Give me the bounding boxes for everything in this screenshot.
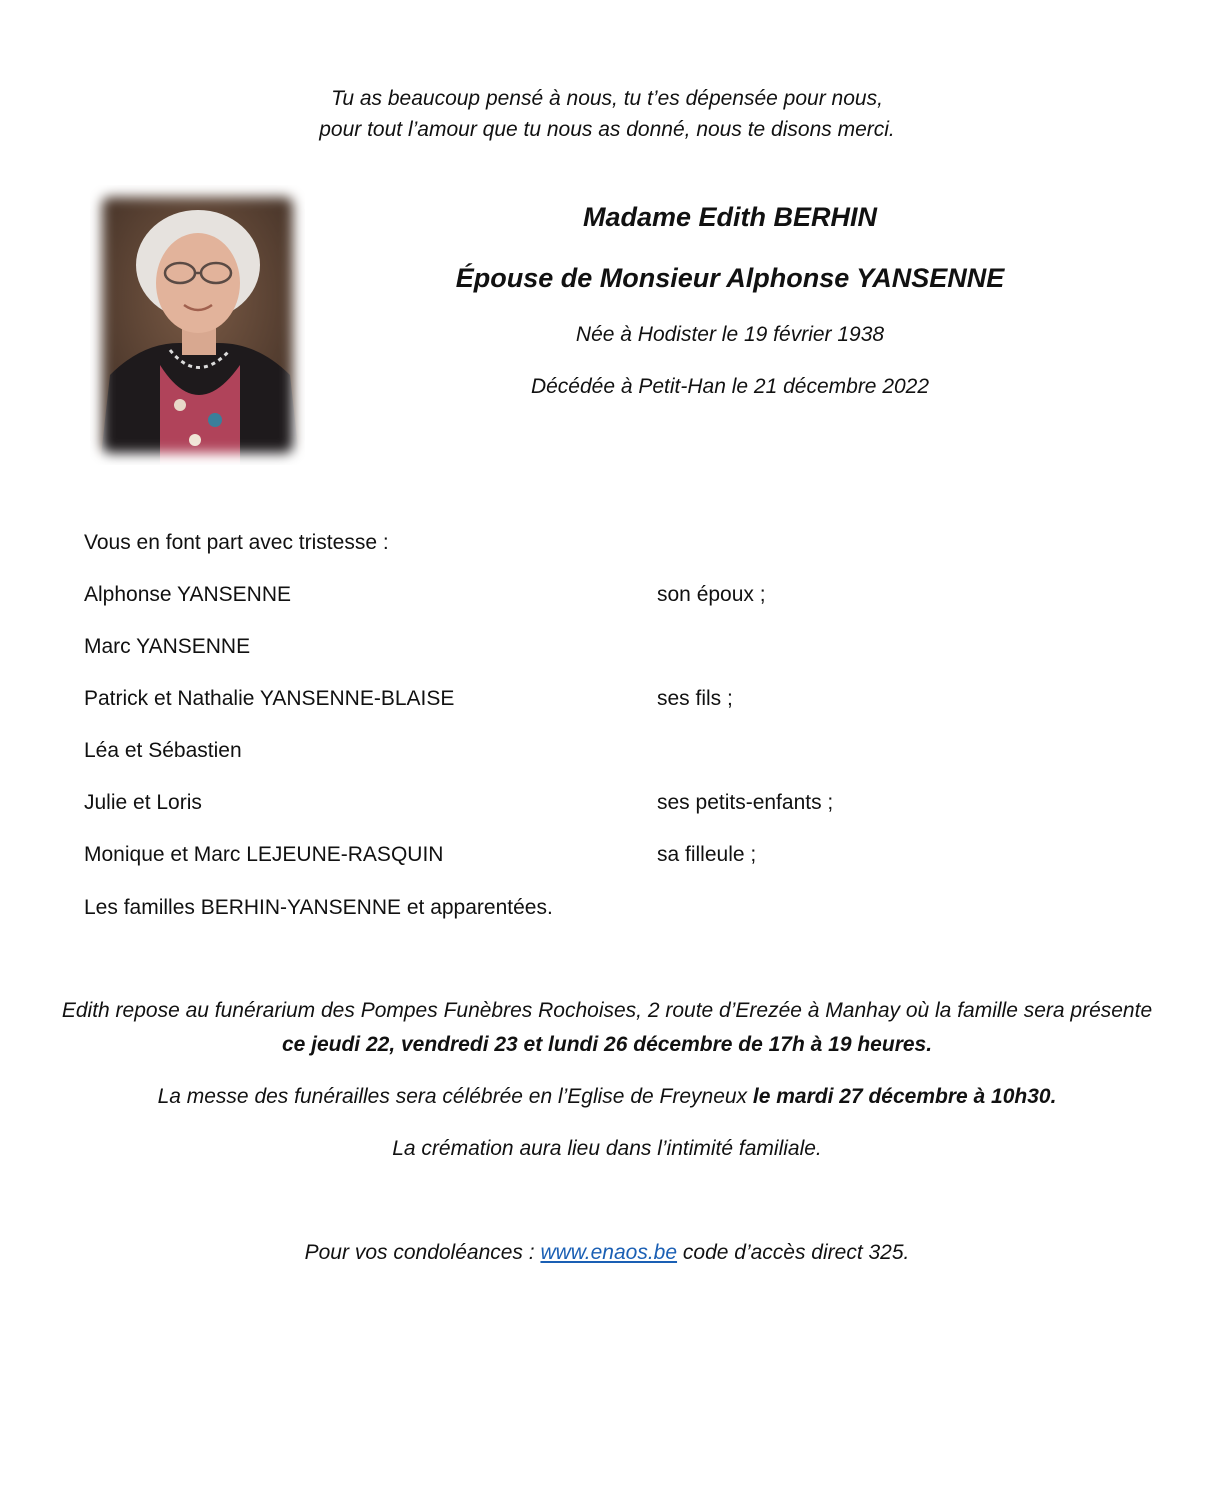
member-relation: son époux ; — [657, 583, 766, 606]
poem-line-2: pour tout l’amour que tu nous as donné, nous te disons merci. — [319, 118, 895, 141]
member-relation: ses fils ; — [657, 687, 733, 710]
visitation-paragraph — [60, 994, 1154, 1062]
member-name: Patrick et Nathalie YANSENNE-BLAISE — [84, 687, 455, 710]
member-relation: ses petits-enfants ; — [657, 791, 834, 814]
family-member — [84, 735, 1134, 767]
member-relation: sa filleule ; — [657, 843, 757, 866]
visitation-text: Edith repose au funérarium des Pompes Funèbres Rochoises, 2 route d’Erezée à Manhay où la famille sera présente — [61, 999, 1153, 1022]
family-member — [84, 579, 1134, 611]
birth-line: Née à Hodister le 19 février 1938 — [575, 323, 885, 346]
visitation-dates: ce jeudi 22, vendredi 23 et lundi 26 décembre de 17h à 19 heures. — [281, 1033, 933, 1056]
member-name: Julie et Loris — [84, 791, 202, 814]
member-name: Alphonse YANSENNE — [84, 583, 291, 606]
cremation-paragraph — [60, 1132, 1154, 1166]
mass-paragraph — [60, 1080, 1154, 1114]
condolences-link[interactable]: www.enaos.be — [540, 1241, 678, 1264]
family-member — [84, 839, 1134, 871]
family-intro-text: Vous en font part avec tristesse : — [84, 531, 389, 554]
condolences-prefix: Pour vos condoléances : — [304, 1241, 535, 1264]
cremation-text: La crémation aura lieu dans l’intimité familiale. — [392, 1137, 822, 1160]
member-name: Monique et Marc LEJEUNE-RASQUIN — [84, 843, 444, 866]
member-name: Les familles BERHIN-YANSENNE et apparentées. — [84, 896, 553, 919]
condolences-paragraph — [60, 1236, 1154, 1270]
member-name: Léa et Sébastien — [84, 739, 242, 762]
family-member — [84, 631, 1134, 663]
deceased-name: Madame Edith BERHIN — [582, 202, 878, 232]
mass-date: le mardi 27 décembre à 10h30. — [752, 1085, 1057, 1108]
death-line: Décédée à Petit-Han le 21 décembre 2022 — [530, 375, 930, 398]
family-member — [84, 892, 1134, 924]
poem-line-1: Tu as beaucoup pensé à nous, tu t’es dépensée pour nous, — [331, 87, 883, 110]
family-member — [84, 683, 1134, 715]
mass-text: La messe des funérailles sera célébrée en l’Eglise de Freyneux — [157, 1085, 748, 1108]
member-name: Marc YANSENNE — [84, 635, 251, 658]
family-member — [84, 787, 1134, 819]
family-intro — [84, 527, 1134, 559]
spouse-line: Épouse de Monsieur Alphonse YANSENNE — [455, 263, 1005, 293]
condolences-suffix: code d’accès direct 325. — [682, 1241, 910, 1264]
